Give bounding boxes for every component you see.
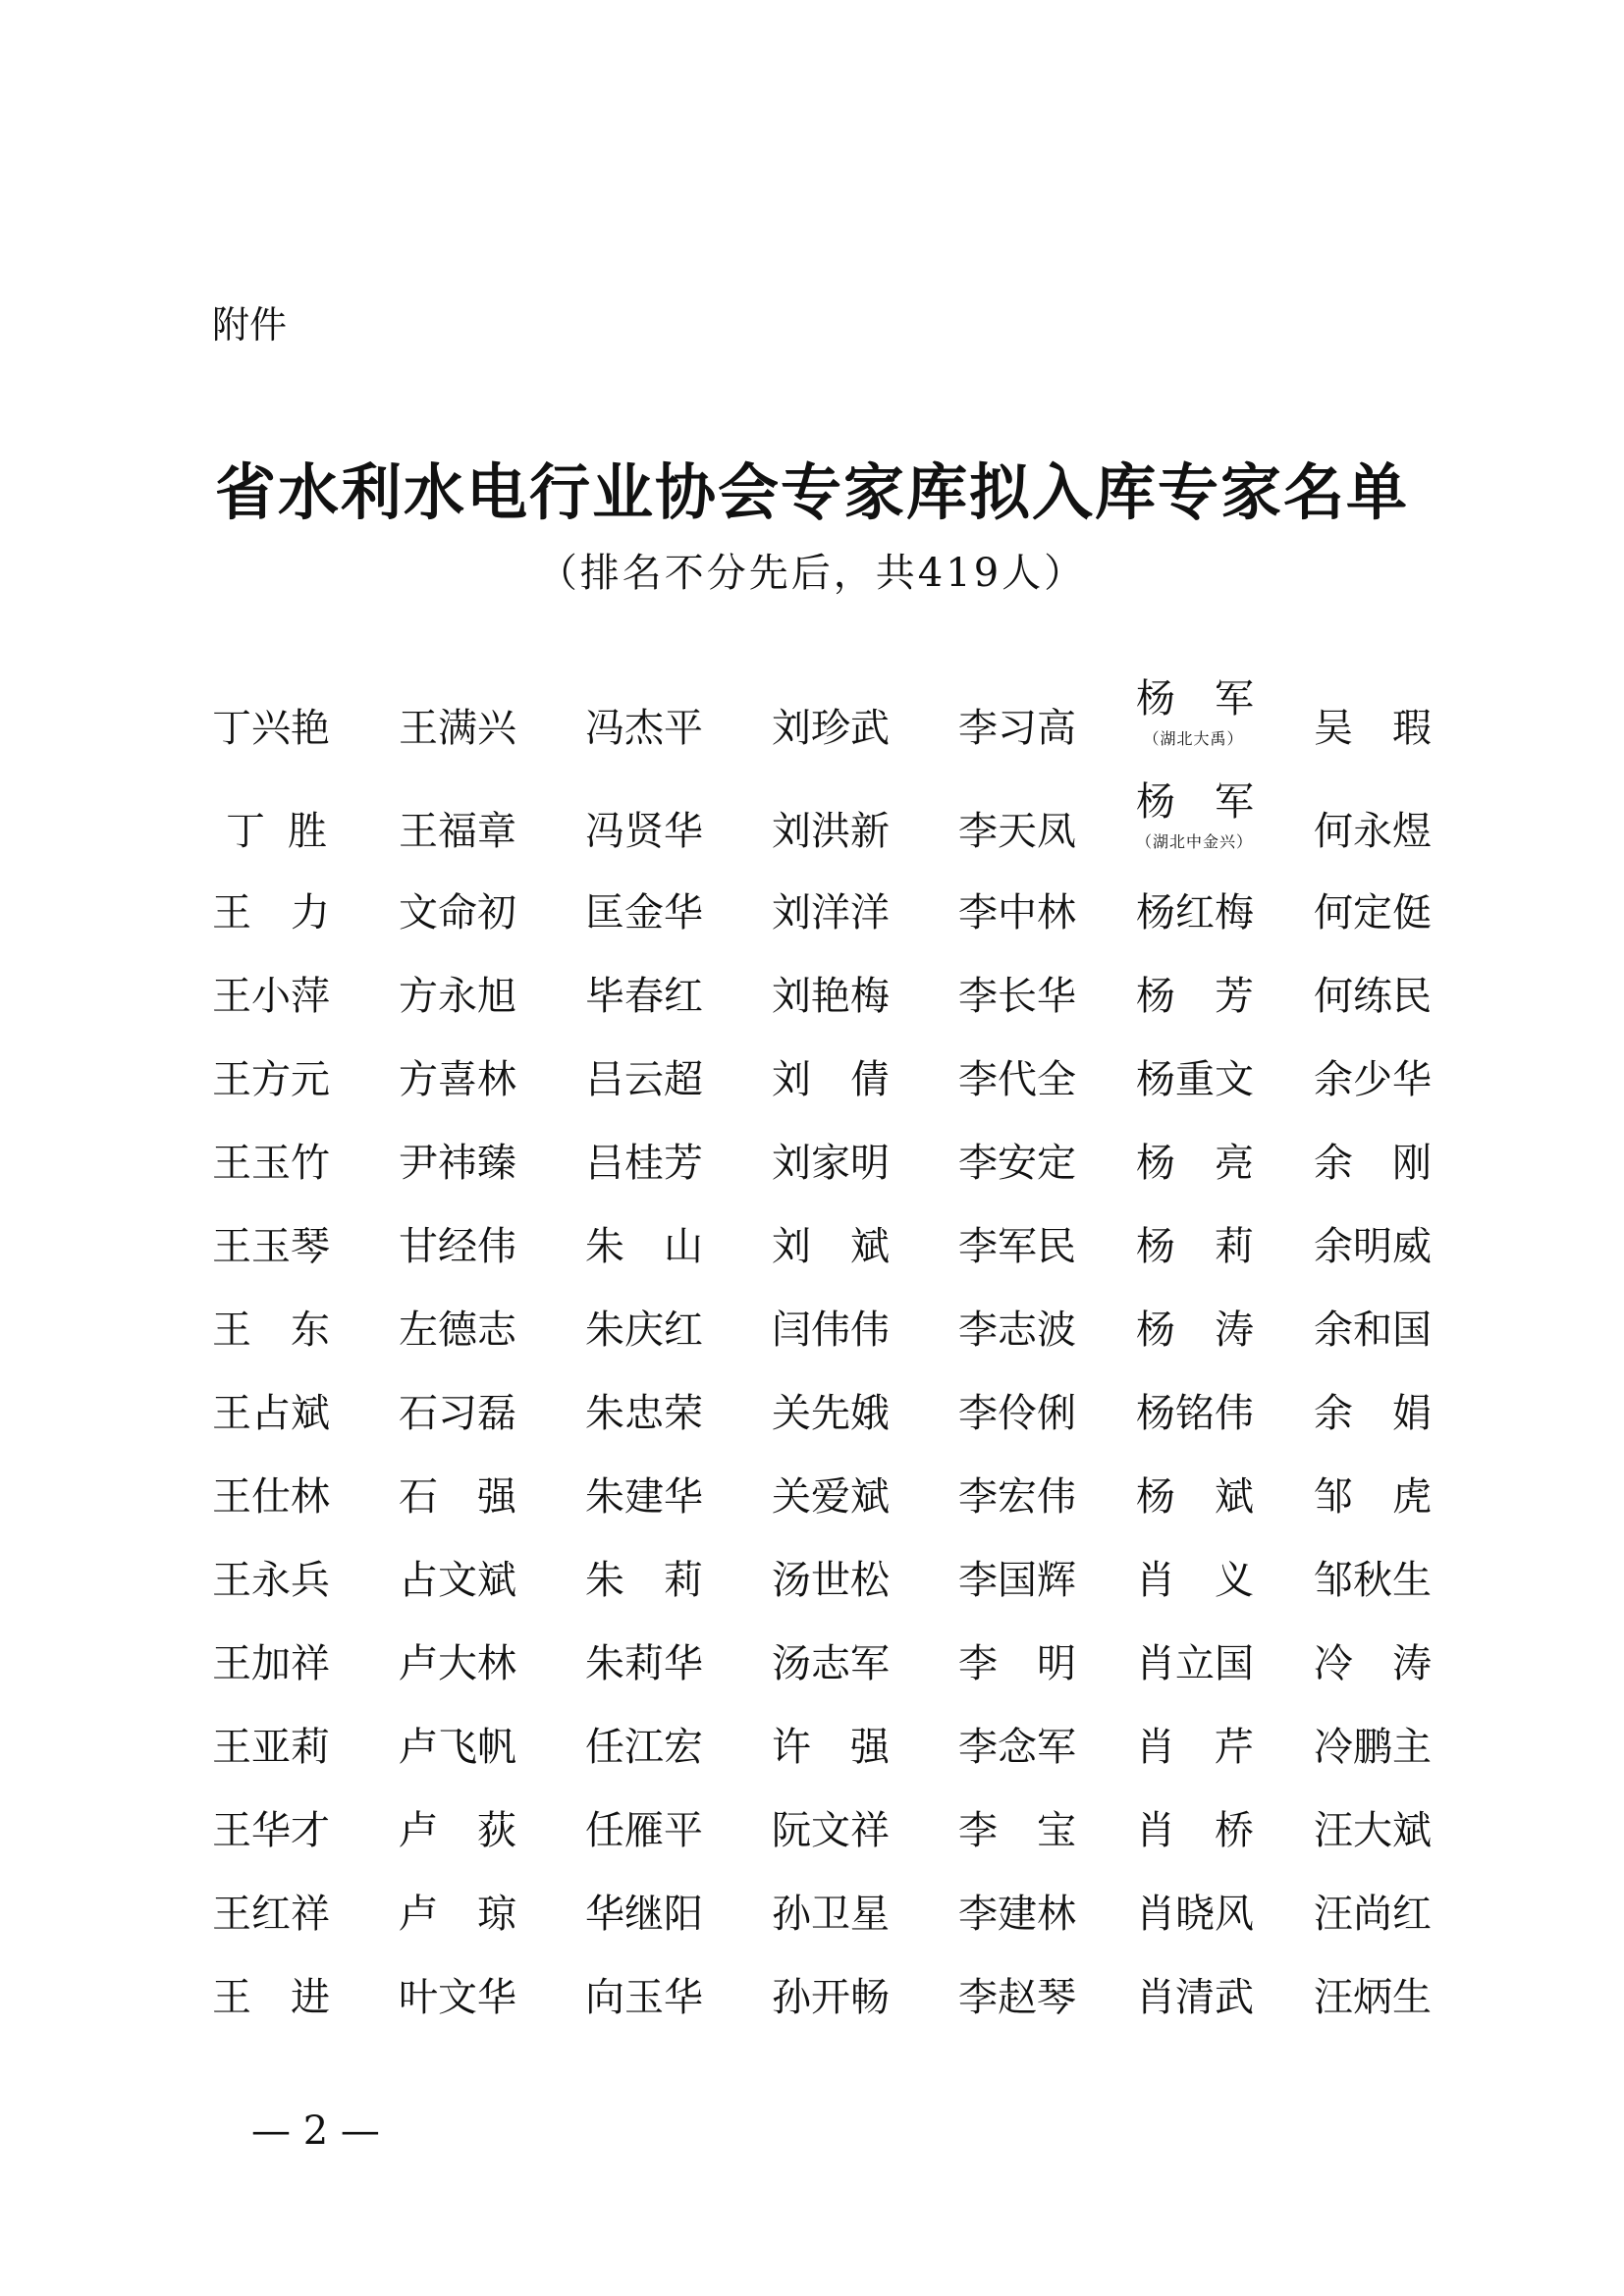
- expert-name: 王 东: [212, 1308, 330, 1353]
- expert-name: 卢 荻: [399, 1808, 516, 1853]
- expert-name: 余明威: [1314, 1224, 1432, 1269]
- expert-name: 李建林: [958, 1892, 1076, 1937]
- expert-name: 占文斌: [399, 1558, 516, 1603]
- expert-name: 刘洪新: [772, 809, 890, 854]
- expert-name: 王华才: [212, 1808, 330, 1853]
- expert-name: 王永兵: [212, 1558, 330, 1603]
- expert-name: 肖清武: [1136, 1975, 1254, 2020]
- expert-name: 肖晓风: [1136, 1892, 1254, 1937]
- expert-name: 刘洋洋: [772, 890, 890, 935]
- expert-name: 李安定: [958, 1141, 1076, 1186]
- expert-name: 冷鹏主: [1314, 1725, 1432, 1770]
- expert-name: 李天凤: [958, 809, 1076, 854]
- expert-name: 向玉华: [585, 1975, 703, 2020]
- expert-name: 刘 倩: [772, 1057, 890, 1102]
- document-title: 省水利水电行业协会专家库拟入库专家名单: [214, 456, 1409, 528]
- expert-name: 王满兴: [399, 706, 516, 751]
- expert-name: 李长华: [958, 974, 1076, 1019]
- expert-name: 卢大林: [399, 1641, 516, 1686]
- expert-name: 孙开畅: [772, 1975, 890, 2020]
- expert-name: 余 娟: [1314, 1391, 1432, 1436]
- expert-name: 杨 涛: [1136, 1308, 1254, 1353]
- name-row: [212, 1551, 1430, 1634]
- expert-name: 王小萍: [212, 974, 330, 1019]
- expert-name: 王方元: [212, 1057, 330, 1102]
- expert-name: 王红祥: [212, 1892, 330, 1937]
- expert-name: 朱 莉: [585, 1558, 703, 1603]
- expert-name: 李伶俐: [958, 1391, 1076, 1436]
- expert-name: 尹祎臻: [399, 1141, 516, 1186]
- expert-name: 方喜林: [399, 1057, 516, 1102]
- expert-name: [1136, 676, 1254, 750]
- expert-name: 冯贤华: [585, 809, 703, 854]
- expert-name: 李 宝: [958, 1808, 1076, 1853]
- expert-name: 王仕林: [212, 1474, 330, 1520]
- name-row: [212, 1885, 1430, 1968]
- name-row: [212, 1801, 1430, 1885]
- name-row: [212, 1718, 1430, 1801]
- expert-name: 杨 莉: [1136, 1224, 1254, 1269]
- expert-name: 何永煜: [1314, 809, 1432, 854]
- expert-name: 刘艳梅: [772, 974, 890, 1019]
- expert-name-list: [212, 677, 1430, 2052]
- expert-name: 朱忠荣: [585, 1391, 703, 1436]
- expert-name: 邹 虎: [1314, 1474, 1432, 1520]
- expert-name: 何练民: [1314, 974, 1432, 1019]
- expert-name: 闫伟伟: [772, 1308, 890, 1353]
- expert-name: 冷 涛: [1314, 1641, 1432, 1686]
- name-row: [212, 1634, 1430, 1718]
- expert-name: 吴 瑕: [1314, 706, 1432, 751]
- expert-name-text: 杨 军: [1136, 676, 1254, 721]
- expert-name: 丁兴艳: [212, 706, 330, 751]
- expert-name: 孙卫星: [772, 1892, 890, 1937]
- expert-name: 李赵琴: [958, 1975, 1076, 2020]
- expert-name: 左德志: [399, 1308, 516, 1353]
- expert-name: 杨红梅: [1136, 890, 1254, 935]
- expert-name: 毕春红: [585, 974, 703, 1019]
- expert-name: 刘 斌: [772, 1224, 890, 1269]
- expert-name: 肖 芹: [1136, 1725, 1254, 1770]
- name-row: [212, 1968, 1430, 2052]
- name-row: [212, 1468, 1430, 1551]
- page-number: — 2 —: [251, 2109, 380, 2154]
- expert-name: 丁 胜: [226, 809, 327, 854]
- expert-name: 李宏伟: [958, 1474, 1076, 1520]
- expert-name: 文命初: [399, 890, 516, 935]
- expert-name: 汪大斌: [1314, 1808, 1432, 1853]
- expert-name: 刘家明: [772, 1141, 890, 1186]
- affiliation-note: （湖北中金兴）: [1136, 832, 1254, 851]
- expert-name: 王玉竹: [212, 1141, 330, 1186]
- expert-name: 余和国: [1314, 1308, 1432, 1353]
- expert-name: 余少华: [1314, 1057, 1432, 1102]
- expert-name: 肖 义: [1136, 1558, 1254, 1603]
- expert-name: 李国辉: [958, 1558, 1076, 1603]
- expert-name: 杨 芳: [1136, 974, 1254, 1019]
- expert-name: 余 刚: [1314, 1141, 1432, 1186]
- expert-name: 何定侹: [1314, 890, 1432, 935]
- expert-name: 任江宏: [585, 1725, 703, 1770]
- expert-name: 方永旭: [399, 974, 516, 1019]
- name-row: [212, 1301, 1430, 1384]
- expert-name: 杨 斌: [1136, 1474, 1254, 1520]
- expert-name: 阮文祥: [772, 1808, 890, 1853]
- expert-name: 关爱斌: [772, 1474, 890, 1520]
- expert-name: 汪炳生: [1314, 1975, 1432, 2020]
- expert-name: 王福章: [399, 809, 516, 854]
- attachment-label: 附件: [212, 303, 288, 347]
- expert-name: 许 强: [772, 1725, 890, 1770]
- expert-name: 王亚莉: [212, 1725, 330, 1770]
- expert-name: 石习磊: [399, 1391, 516, 1436]
- expert-name-text: 杨 军: [1136, 779, 1254, 825]
- expert-name: 卢 琼: [399, 1892, 516, 1937]
- expert-name: 肖 桥: [1136, 1808, 1254, 1853]
- expert-name: 汪尚红: [1314, 1892, 1432, 1937]
- expert-name: 杨铭伟: [1136, 1391, 1254, 1436]
- name-row: [212, 780, 1430, 883]
- expert-name: 华继阳: [585, 1892, 703, 1937]
- expert-name: 吕桂芳: [585, 1141, 703, 1186]
- expert-name: 杨 亮: [1136, 1141, 1254, 1186]
- expert-name: 王加祥: [212, 1641, 330, 1686]
- expert-name: [1136, 779, 1254, 853]
- name-row: [212, 1384, 1430, 1468]
- expert-name: 王 力: [212, 890, 330, 935]
- expert-name: 朱建华: [585, 1474, 703, 1520]
- expert-name: 朱庆红: [585, 1308, 703, 1353]
- name-row: [212, 1217, 1430, 1301]
- expert-name: 汤世松: [772, 1558, 890, 1603]
- expert-name: 王 进: [212, 1975, 330, 2020]
- expert-name: 王占斌: [212, 1391, 330, 1436]
- expert-name: 李习高: [958, 706, 1076, 751]
- expert-name: 朱莉华: [585, 1641, 703, 1686]
- expert-name: 李志波: [958, 1308, 1076, 1353]
- name-row: [212, 1050, 1430, 1134]
- expert-name: 冯杰平: [585, 706, 703, 751]
- expert-name: 叶文华: [399, 1975, 516, 2020]
- expert-name: 朱 山: [585, 1224, 703, 1269]
- expert-name: 李念军: [958, 1725, 1076, 1770]
- expert-name: 李中林: [958, 890, 1076, 935]
- expert-name: 匡金华: [585, 890, 703, 935]
- expert-name: 杨重文: [1136, 1057, 1254, 1102]
- expert-name: 邹秋生: [1314, 1558, 1432, 1603]
- expert-name: 任雁平: [585, 1808, 703, 1853]
- expert-name: 刘珍武: [772, 706, 890, 751]
- document-subtitle: （排名不分先后，共419人）: [537, 551, 1087, 596]
- expert-name: 李代全: [958, 1057, 1076, 1102]
- name-row: [212, 967, 1430, 1050]
- expert-name: 肖立国: [1136, 1641, 1254, 1686]
- name-row: [212, 1134, 1430, 1217]
- expert-name: 李军民: [958, 1224, 1076, 1269]
- expert-name: 关先娥: [772, 1391, 890, 1436]
- expert-name: 汤志军: [772, 1641, 890, 1686]
- affiliation-note: （湖北大禹）: [1143, 729, 1244, 748]
- name-row: [212, 677, 1430, 780]
- expert-name: 甘经伟: [399, 1224, 516, 1269]
- expert-name: 石 强: [399, 1474, 516, 1520]
- name-row: [212, 883, 1430, 967]
- expert-name: 王玉琴: [212, 1224, 330, 1269]
- expert-name: 卢飞帆: [399, 1725, 516, 1770]
- expert-name: 李 明: [958, 1641, 1076, 1686]
- expert-name: 吕云超: [585, 1057, 703, 1102]
